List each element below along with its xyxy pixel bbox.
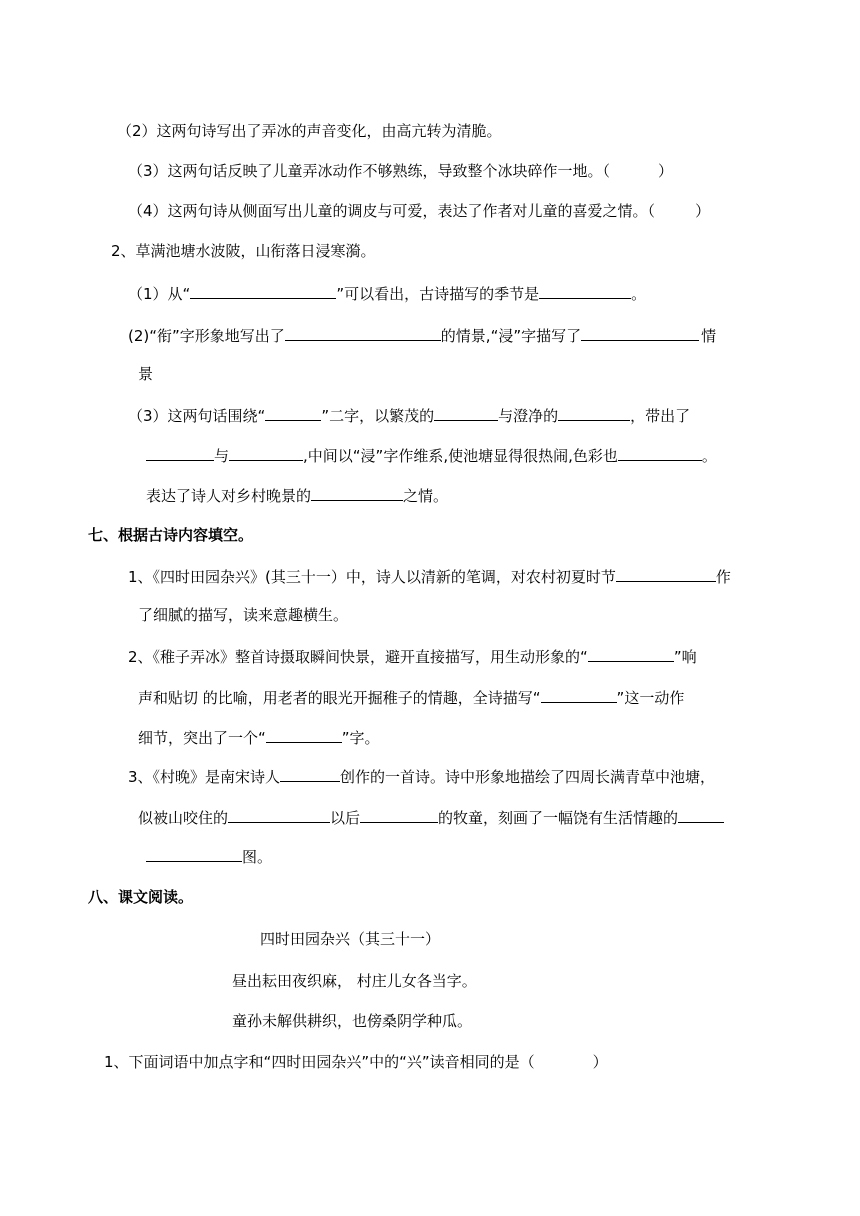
section-8-heading: 八、课文阅读。	[88, 888, 194, 906]
statement-3: （3）这两句话反映了儿童弄冰动作不够熟练，导致整个冰块碎作一地。（ ）	[128, 162, 674, 180]
blank-field[interactable]	[618, 444, 702, 461]
question-2-part-2: (2)“衔”字形象地写出了 的情景,“浸”字描写了 情	[128, 324, 716, 347]
blank-field[interactable]	[266, 726, 342, 743]
question-2-part-3-wrap: 与 ,中间以“浸”字作维系,使池塘显得很热闹,色彩也 。	[146, 444, 717, 467]
blank-field[interactable]	[539, 282, 631, 299]
blank-field[interactable]	[228, 806, 330, 823]
blank-field[interactable]	[265, 404, 321, 421]
poem-line-2: 童孙未解供耕织，也傍桑阴学种瓜。	[232, 1012, 473, 1030]
blank-field[interactable]	[280, 765, 340, 782]
blank-field[interactable]	[190, 282, 336, 299]
section-7-item-2-wrap: 声和贴切 的比喻，用老者的眼光开掘稚子的情趣，全诗描写“ ”这一动作	[138, 686, 684, 709]
statement-2: （2）这两句诗写出了弄冰的声音变化，由高亢转为清脆。	[117, 122, 502, 140]
question-2-part-1: （1）从“ ”可以看出，古诗描写的季节是 。	[128, 282, 646, 305]
blank-field[interactable]	[616, 565, 716, 582]
poem-line-1: 昼出耘田夜织麻， 村庄儿女各当字。	[232, 972, 477, 990]
question-2-part-2-wrap: 景	[138, 365, 154, 383]
blank-field[interactable]	[541, 686, 617, 703]
section-7-item-3-end: 图。	[146, 845, 272, 868]
section-8-question-1: 1、下面词语中加点字和“四时田园杂兴”中的“兴”读音相同的是（ ）	[104, 1053, 608, 1071]
statement-4: （4）这两句诗从侧面写出儿童的调皮与可爱，表达了作者对儿童的喜爱之情。（ ）	[128, 202, 711, 220]
section-7-item-3: 3、《村晚》是南宋诗人 创作的一首诗。诗中形象地描绘了四周长满青草中池塘，	[128, 765, 715, 788]
blank-field[interactable]	[581, 324, 699, 341]
question-2-part-3: （3）这两句话围绕“ ”二字，以繁茂的 与澄净的 ，带出了	[128, 404, 690, 427]
section-7-item-1-wrap: 了细腻的描写，读来意趣横生。	[138, 606, 349, 624]
question-2-title: 2、草满池塘水波陂，山衔落日浸寒漪。	[111, 242, 376, 260]
blank-field[interactable]	[311, 484, 403, 501]
section-7-item-3-wrap: 似被山咬住的 以后 的牧童，刻画了一幅饶有生活情趣的	[138, 806, 724, 829]
blank-field[interactable]	[360, 806, 438, 823]
question-2-part-3-end: 表达了诗人对乡村晚景的 之情。	[146, 484, 448, 507]
blank-field[interactable]	[434, 404, 498, 421]
blank-field[interactable]	[285, 324, 441, 341]
blank-field[interactable]	[229, 444, 303, 461]
section-7-item-1: 1、《四时田园杂兴》(其三十一）中，诗人以清新的笔调，对农村初夏时节 作	[128, 565, 731, 588]
blank-field[interactable]	[146, 845, 242, 862]
blank-field[interactable]	[678, 806, 724, 823]
blank-field[interactable]	[146, 444, 214, 461]
section-7-heading: 七、根据古诗内容填空。	[88, 526, 254, 544]
poem-title: 四时田园杂兴（其三十一）	[260, 930, 441, 948]
blank-field[interactable]	[588, 645, 674, 662]
blank-field[interactable]	[558, 404, 630, 421]
section-7-item-2: 2、《稚子弄冰》整首诗摄取瞬间快景，避开直接描写，用生动形象的“ ”响	[128, 645, 697, 668]
section-7-item-2-end: 细节，突出了一个“ ”字。	[138, 726, 380, 749]
